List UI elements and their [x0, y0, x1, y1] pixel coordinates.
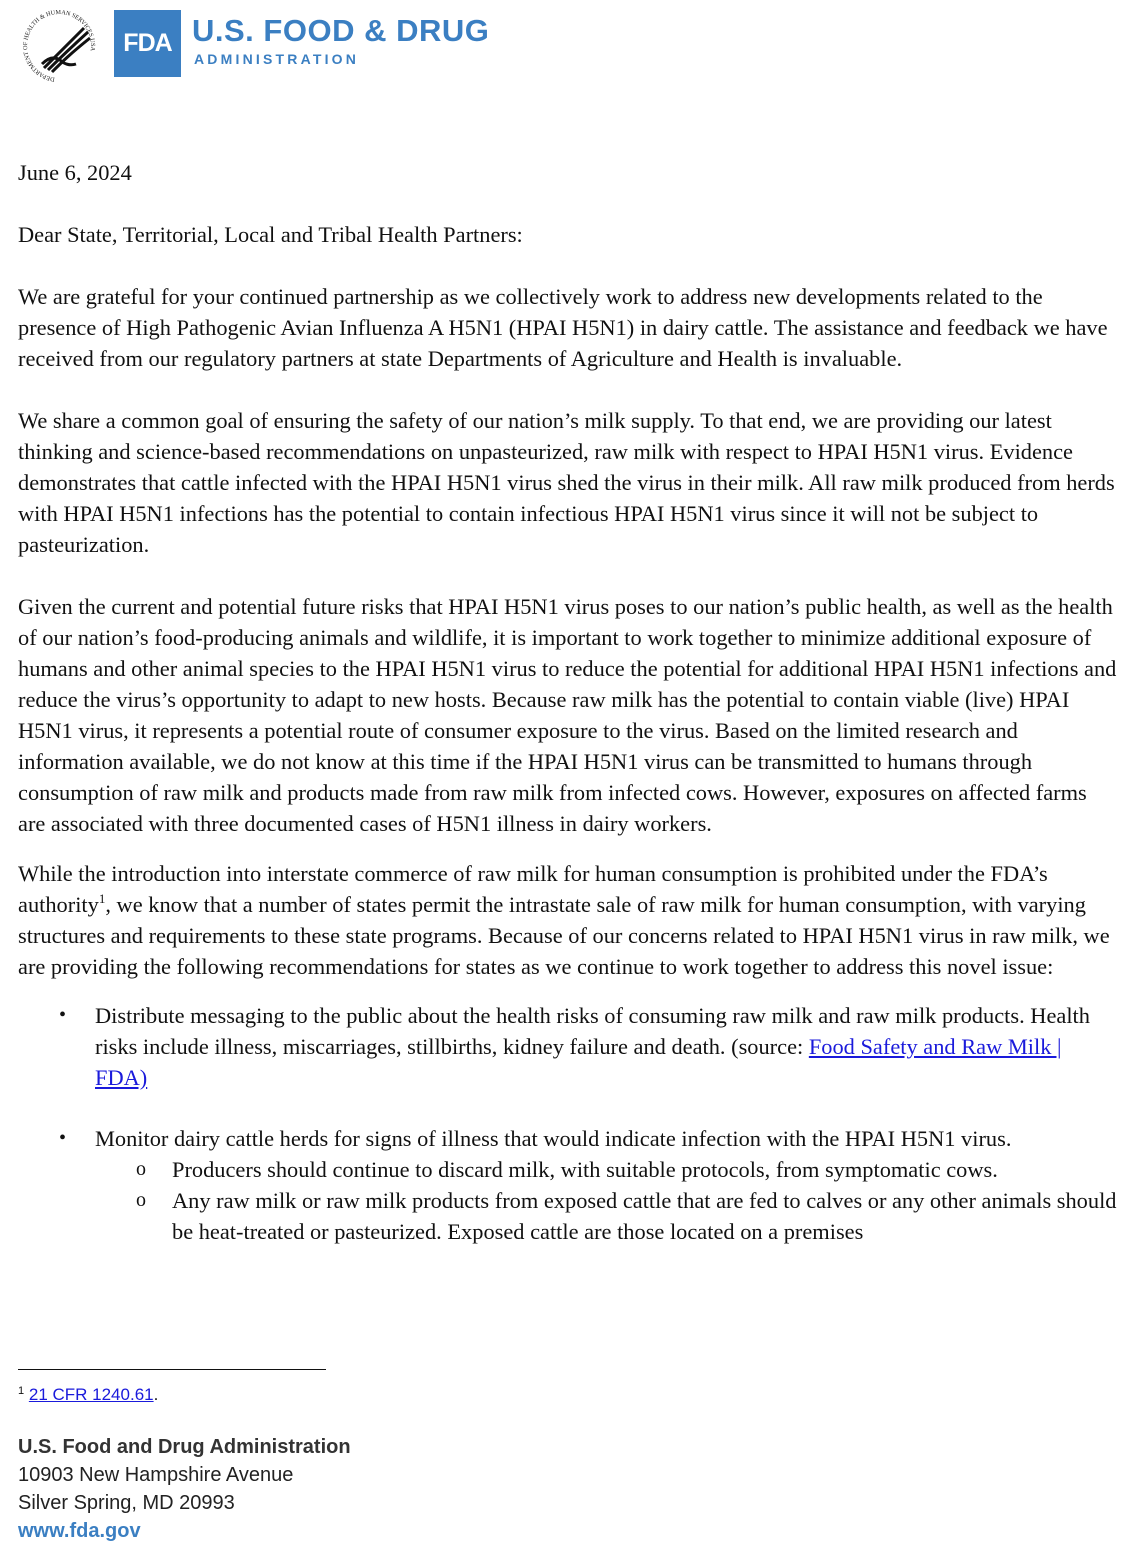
svg-text:DEPARTMENT OF HEALTH & HUMAN S: DEPARTMENT OF HEALTH & HUMAN SERVICES USA: [21, 8, 97, 83]
sub-list-item: [95, 1185, 1118, 1247]
sub-item-text: Producers should continue to discard milk, with suitable protocols, from symptomatic cows.: [172, 1157, 998, 1182]
recommendations-list: [18, 1000, 1118, 1247]
bullet-text: Distribute messaging to the public about the health risks of consuming raw milk and raw milk products. Health risks include illness, miscarriages, stillbirths, kidney failure and death. (source:: [95, 1003, 1090, 1059]
sub-list-item: [95, 1154, 1118, 1185]
footnote-divider: [18, 1369, 326, 1370]
paragraph-1: We are grateful for your continued partnership as we collectively work to address new developments related to the presence of High Pathogenic Avian Influenza A H5N1 (HPAI H5N1) in dairy cattle. The assistance and feedback we have received from our regulatory partners at state Departments of Agriculture and Health is invaluable.: [18, 284, 1108, 371]
sub-item-text: Any raw milk or raw milk products from exposed cattle that are fed to calves or any other animals should be heat-treated or pasteurized. Exposed cattle are those located on a premises: [172, 1188, 1117, 1244]
paragraph-2: We share a common goal of ensuring the safety of our nation’s milk supply. To that end, we are providing our latest thinking and science-based recommendations on unpasteurized, raw milk with respect to HPAI H5N1 virus. Evidence demonstrates that cattle infected with the HPAI H5N1 virus shed the virus in their milk. All raw milk produced from herds with HPAI H5N1 infections has the potential to contain infectious HPAI H5N1 virus since it will not be subject to pasteurization.: [18, 408, 1115, 557]
footnote-period: .: [153, 1385, 159, 1404]
paragraph-4-text-a: While the introduction into interstate commerce of raw milk for human consumption is prohibited under the FDA’s authority: [18, 861, 1048, 917]
paragraph-4-text-b: , we know that a number of states permit the intrastate sale of raw milk for human consumption, with varying structures and requirements to these state programs. Because of our concerns related to HPAI H5N1 virus in raw milk, we are providing the following recommendations for states as we continue to work together to address this novel issue:: [18, 892, 1110, 979]
raw-milk-safety-link[interactable]: Food Safety and Raw Milk | FDA): [95, 1034, 1062, 1090]
footer-city: Silver Spring, MD 20993: [18, 1492, 235, 1514]
letter-body: [18, 157, 1118, 1247]
paragraph-4: [18, 858, 1118, 982]
fda-logo-box: [114, 10, 181, 77]
letter-date: June 6, 2024: [18, 160, 132, 185]
agency-subtitle: ADMINISTRATION: [194, 51, 360, 67]
bullet-icon: •: [59, 1127, 67, 1149]
footer-org: U.S. Food and Drug Administration: [18, 1436, 351, 1458]
cfr-link[interactable]: 21 CFR 1240.61: [28, 1385, 154, 1404]
circle-bullet-icon: o: [136, 1158, 146, 1180]
sub-list: [95, 1154, 1118, 1247]
fda-logo-text: FDA: [123, 29, 172, 57]
salutation: Dear State, Territorial, Local and Tribal Health Partners:: [18, 222, 523, 247]
list-item: [18, 1000, 1118, 1093]
list-item: [18, 1123, 1118, 1247]
circle-bullet-icon: o: [136, 1189, 146, 1211]
letterhead: [0, 0, 1132, 90]
footnote-ref-1[interactable]: 1: [98, 891, 106, 906]
paragraph-3: Given the current and potential future risks that HPAI H5N1 virus poses to our nation’s public health, as well as the health of our nation’s food-producing animals and wildlife, it is important to work together to minimize additional exposure of humans and other animal species to the HPAI H5N1 virus to reduce the potential for additional HPAI H5N1 infections and reduce the virus’s opportunity to adapt to new hosts. Because raw milk has the potential to contain viable (live) HPAI H5N1 virus, it represents a potential route of consumer exposure to the virus. Based on the limited research and information available, we do not know at this time if the HPAI H5N1 virus can be transmitted to humans through consumption of raw milk and products made from raw milk from infected cows. However, exposures on affected farms are associated with three documented cases of H5N1 illness in dairy workers.: [18, 594, 1117, 836]
bullet-icon: •: [59, 1004, 67, 1026]
footer-street: 10903 New Hampshire Avenue: [18, 1464, 294, 1486]
footer-address: [18, 1433, 351, 1545]
bullet-text: Monitor dairy cattle herds for signs of illness that would indicate infection with the HPAI H5N1 virus.: [95, 1126, 1012, 1151]
footer-website-link[interactable]: www.fda.gov: [18, 1520, 141, 1542]
agency-name: U.S. FOOD & DRUG: [192, 13, 490, 48]
footnote-number: 1: [18, 1385, 25, 1397]
hhs-seal-icon: [14, 6, 104, 86]
footnote-1: [18, 1384, 158, 1406]
